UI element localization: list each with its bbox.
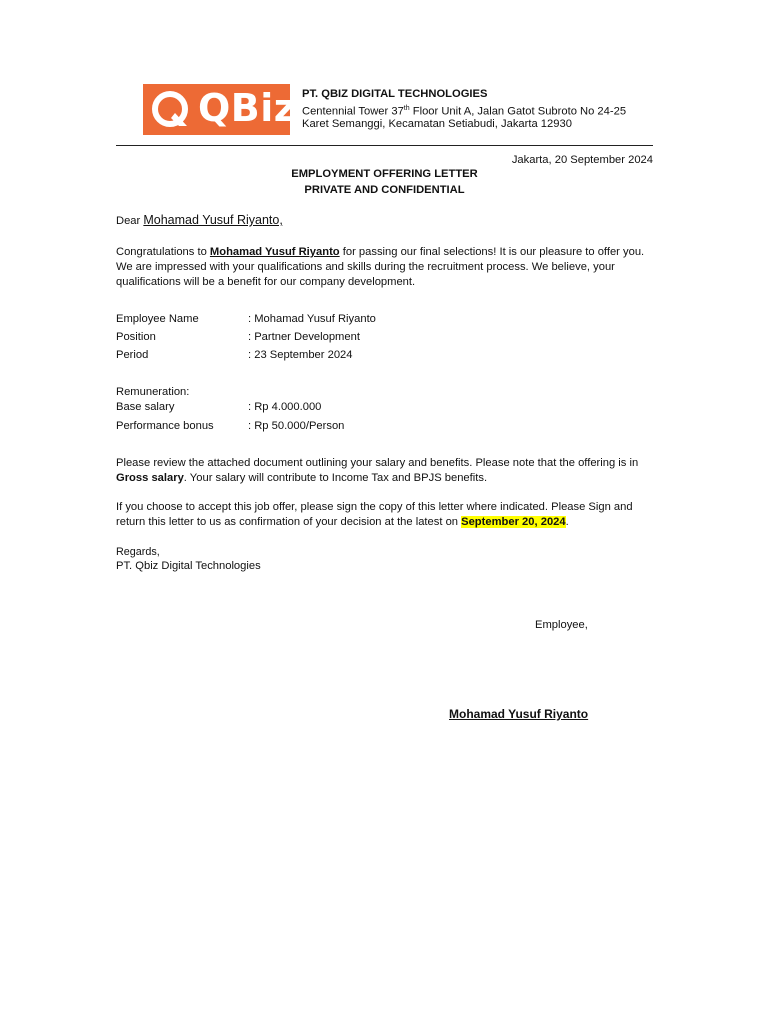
regards: Regards, <box>116 546 160 558</box>
para-text: for passing our final selections! It is our pleasure to offer you. We are impressed with your qualifications and skills during the recruitment process. We believe, your qualifications will be a benefit for our company development. <box>116 246 645 288</box>
remuneration-label: Remuneration: <box>116 386 190 398</box>
regards-company: PT. Qbiz Digital Technologies <box>116 560 261 572</box>
letter-title: EMPLOYMENT OFFERING LETTER <box>291 168 478 180</box>
para-text: Please review the attached document outlining your salary and benefits. Please note that the offering is in <box>116 457 639 469</box>
paragraph-congratulations <box>116 245 656 290</box>
recipient-name <box>143 213 282 227</box>
logo-wordmark: QBiz <box>198 86 297 130</box>
address-part: Centennial Tower 37 <box>302 105 404 118</box>
detail-label-period: Period <box>116 349 149 361</box>
para-text: . <box>565 516 569 528</box>
remuneration-value-performance-bonus: : Rp 50.000/Person <box>248 420 345 432</box>
para-recipient-name: Mohamad Yusuf Riyanto <box>209 246 340 258</box>
para-text: If you choose to accept this job offer, please sign the copy of this letter where indicated. Please Sign and return this letter to us as confirmation of your decision at the latest on <box>116 501 633 528</box>
company-address-line2: Karet Semanggi, Kecamatan Setiabudi, Jakarta 12930 <box>302 118 572 130</box>
detail-label-position: Position <box>116 331 156 343</box>
detail-label-employee-name: Employee Name <box>116 313 199 325</box>
header-divider <box>116 145 653 146</box>
remuneration-value-base-salary: : Rp 4.000.000 <box>248 401 322 413</box>
recipient-name-text: Mohamad Yusuf Riyanto, <box>143 213 283 227</box>
paragraph-acceptance <box>116 500 656 530</box>
employee-label: Employee, <box>535 619 588 631</box>
paragraph-salary-review <box>116 456 656 486</box>
para-text: . Your salary will contribute to Income Tax and BPJS benefits. <box>183 472 488 484</box>
salutation-text: Dear <box>116 215 144 227</box>
remuneration-label-performance-bonus: Performance bonus <box>116 420 214 432</box>
salutation <box>116 213 283 229</box>
address-sup: th <box>403 105 410 112</box>
remuneration-label-base-salary: Base salary <box>116 401 175 413</box>
gross-salary-emphasis: Gross salary <box>116 472 184 484</box>
letter-date: Jakarta, 20 September 2024 <box>511 154 653 166</box>
detail-value-employee-name: : Mohamad Yusuf Riyanto <box>248 313 376 325</box>
signature-name: Mohamad Yusuf Riyanto <box>449 707 589 721</box>
para-text: Congratulations to <box>116 246 210 258</box>
letter-subtitle: PRIVATE AND CONFIDENTIAL <box>304 184 465 196</box>
qbiz-logo-mark-icon <box>149 89 195 131</box>
detail-value-position: : Partner Development <box>248 331 360 343</box>
address-part: Floor Unit A, Jalan Gatot Subroto No 24-25 <box>409 105 627 118</box>
company-logo <box>143 84 297 135</box>
company-name: PT. QBIZ DIGITAL TECHNOLOGIES <box>302 88 488 100</box>
deadline-highlight: September 20, 2024 <box>461 516 566 528</box>
detail-value-period: : 23 September 2024 <box>248 349 353 361</box>
